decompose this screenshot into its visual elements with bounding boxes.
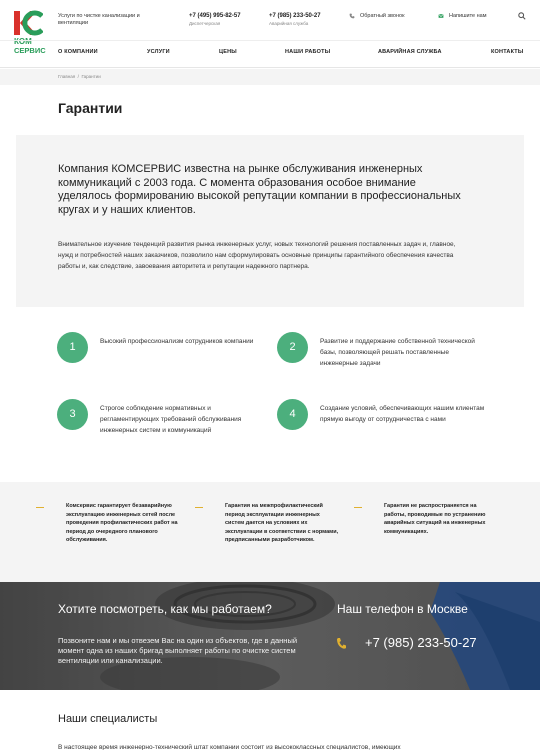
principle-item (277, 399, 497, 449)
nav-item-contacts[interactable]: КОНТАКТЫ (491, 49, 524, 55)
phone-dispatch-label: Диспетчерская (189, 21, 221, 26)
search-icon[interactable] (518, 12, 526, 20)
principle-text: Высокий профессионализм сотрудников компании (100, 338, 254, 345)
guarantee-item (66, 502, 181, 545)
main-nav (0, 40, 540, 62)
principle-text: Строгое соблюдение нормативных и регламентирующих требований обслуживания инженерных систем и коммуникаций (100, 405, 242, 434)
logo-line1: КОМ (14, 37, 32, 46)
phone-emergency[interactable]: +7 (985) 233-50-27 (269, 13, 321, 19)
guarantee-dash-icon (354, 507, 362, 508)
intro-lead: Компания КОМСЕРВИС известна на рынке обслуживания инженерных коммуникаций с 2003 года. С момента образования особое внимание уделялось формированию высокой репутации компании в профессиональных кругах и у наших клиентов. (58, 163, 461, 216)
specialists-text: В настоящее время инженерно-технический штат компании состоит из высококлассных специалистов, имеющих (58, 744, 401, 750)
promo-banner (0, 582, 540, 690)
intro-block (16, 135, 524, 307)
guarantee-dash-icon (36, 507, 44, 508)
logo-line2: СЕРВИС (14, 46, 46, 55)
nav-item-works[interactable]: НАШИ РАБОТЫ (285, 49, 331, 55)
breadcrumb-home[interactable]: Главная (58, 74, 76, 79)
site-header (0, 0, 540, 68)
promo-title: Хотите посмотреть, как мы работаем? (58, 602, 272, 616)
principle-item (57, 332, 277, 382)
phone-emergency-label: Аварийная служба (269, 21, 309, 26)
guarantee-item (384, 502, 499, 536)
promo-phone-number[interactable]: +7 (985) 233-50-27 (365, 635, 477, 650)
promo-phone-title: Наш телефон в Москве (337, 602, 468, 616)
breadcrumb (0, 69, 540, 85)
nav-item-emergency[interactable]: АВАРИЙНАЯ СЛУЖБА (378, 49, 442, 55)
principle-item (277, 332, 497, 382)
principle-number: 4 (277, 399, 308, 430)
principle-number: 3 (57, 399, 88, 430)
write-us-label: Напишите нам (449, 13, 487, 19)
mail-icon (438, 13, 444, 19)
guarantees-band (0, 482, 540, 582)
phone-icon (336, 637, 346, 649)
nav-item-services[interactable]: УСЛУГИ (147, 49, 170, 55)
tagline: Услуги по чистке канализации и вентиляции (58, 13, 140, 26)
logo-mark-icon (13, 10, 43, 36)
write-us-link[interactable] (438, 13, 487, 19)
intro-text: Внимательное изучение тенденций развития рынка инженерных услуг, новых технологий решения поставленных задач и, главное, нужд и потребностей наших заказчиков, позволило нам сформулировать основные принципы гарантийного обеспечения качества работы и, как следствие, завоевания авторитета и репутации надежного партнера. (58, 241, 456, 270)
guarantee-dash-icon (195, 507, 203, 508)
principle-text: Создание условий, обеспечивающих нашим клиентам прямую выгоду от сотрудничества с нами (320, 405, 485, 423)
breadcrumb-separator: / (77, 74, 79, 79)
phone-icon (349, 13, 355, 19)
nav-item-about[interactable]: О КОМПАНИИ (58, 49, 98, 55)
nav-item-prices[interactable]: ЦЕНЫ (219, 49, 237, 55)
breadcrumb-current: Гарантии (81, 74, 101, 79)
promo-text: Позвоните нам и мы отвезем Вас на один из объектов, где в данный момент одна из наших бригад выполняет работы по очистке систем вентиляции или канализации. (58, 636, 298, 665)
callback-link[interactable] (349, 13, 404, 19)
principle-text: Развитие и поддержание собственной технической базы, позволяющей решать поставленные инженерные задачи (320, 338, 475, 367)
principle-number: 2 (277, 332, 308, 363)
specialists-title: Наши специалисты (58, 713, 158, 725)
guarantee-text: Гарантия на межпрофилактический период эксплуатации инженерных систем дается на условиях их эксплуатации в соответствии с нормами, предписанными разработчиком. (225, 503, 339, 543)
guarantee-text: Комсервис гарантирует безаварийную эксплуатацию инженерных сетей после проведения профилактических работ на период до очередного планового обслуживания. (66, 503, 178, 543)
phone-dispatch[interactable]: +7 (495) 995-82-57 (189, 13, 241, 19)
callback-label: Обратный звонок (360, 13, 405, 19)
principle-item (57, 399, 277, 449)
breadcrumb-trail (58, 74, 101, 79)
principle-number: 1 (57, 332, 88, 363)
guarantee-text: Гарантия не распространяется на работы, проводимые по устранению аварийных ситуаций на инженерных коммуникациях. (384, 503, 486, 535)
page-title: Гарантии (58, 100, 123, 116)
guarantee-item (225, 502, 340, 545)
